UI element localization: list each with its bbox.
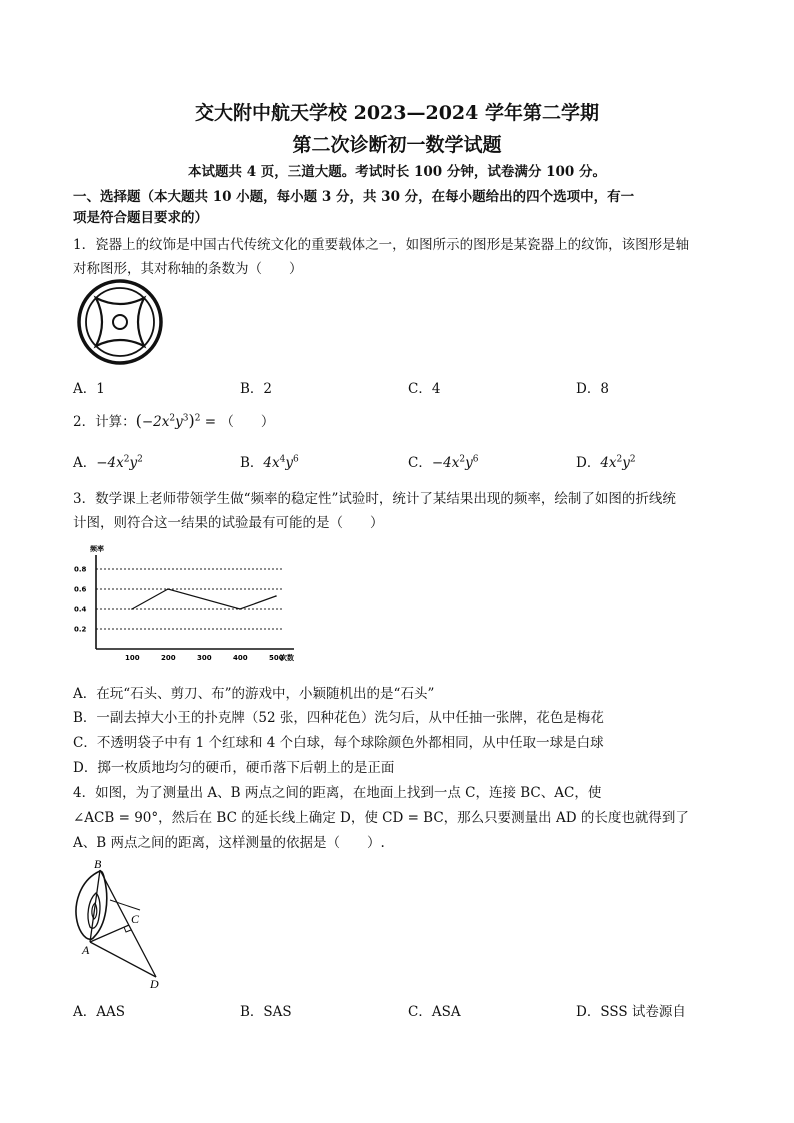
q3-option-c: C．不透明袋子中有 1 个红球和 4 个白球，每个球除颜色外都相同，从中任取一球是白球 — [73, 735, 604, 751]
q3-option-a: A．在玩“石头、剪刀、布”的游戏中，小颖随机出的是“石头” — [73, 686, 435, 702]
chart-y-axis-label: 频率 — [90, 545, 104, 553]
q2-text — [73, 410, 274, 430]
q4-measurement-figure — [70, 855, 180, 990]
chart-x-tick-1: 100 — [125, 654, 140, 662]
q4-text-line1: 4．如图，为了测量出 A、B 两点之间的距离，在地面上找到一点 C，连接 BC、AC，使 — [73, 785, 602, 801]
q4-segment-bd — [100, 870, 156, 977]
q1-option-b: B．2 — [240, 381, 273, 397]
q2-expr-sup2: 3 — [182, 413, 189, 424]
q1-option-c: C．4 — [408, 381, 441, 397]
q4-label-c: C — [131, 912, 140, 926]
exam-title: 交大附中航天学校 2023—2024 学年第二学期 — [195, 102, 599, 124]
q4-label-a: A — [82, 943, 90, 957]
q3-option-b: B．一副去掉大小王的扑克牌（52 张，四种花色）洗匀后，从中任抽一张牌，花色是梅花 — [73, 710, 604, 726]
chart-point-1-4 — [275, 595, 277, 597]
q4-option-a: A．AAS — [73, 1004, 125, 1020]
q1-text-line1: 1．瓷器上的纹饰是中国古代传统文化的重要载体之一，如图所示的图形是某瓷器上的纹饰，该图形是轴 — [73, 237, 690, 253]
q2-option-d: D．$4x^2y^2$ — [576, 454, 636, 471]
chart-series-line-1 — [132, 589, 276, 609]
q4-label-d: D — [150, 977, 159, 991]
q2-suffix: = （ ） — [200, 414, 275, 430]
q1-option-a: A．1 — [73, 381, 105, 397]
q4-ground-line — [110, 900, 140, 910]
q3-text-line1: 3．数学课上老师带领学生做“频率的稳定性”试验时，统计了某结果出现的频率，绘制了如图的折线统 — [73, 491, 676, 507]
q2-prefix: 2．计算： — [73, 414, 136, 430]
q3-text-line2: 计图，则符合这一结果的试验最有可能的是（ ） — [73, 515, 384, 531]
q2-option-a: A．$-4x^2y^2$ — [73, 454, 143, 471]
q1-text-line2: 对称图形，其对称轴的条数为（ ） — [73, 261, 303, 277]
q4-segment-ac — [90, 925, 129, 942]
chart-x-tick-4: 400 — [233, 654, 248, 662]
q1-concave-square — [96, 298, 144, 346]
q4-option-d: D．SSS 试卷源自 — [576, 1004, 686, 1020]
q4-option-c: C．ASA — [408, 1004, 461, 1020]
q2-expr-base: −2x — [141, 414, 170, 430]
q2-expr-mid: y — [175, 414, 183, 430]
chart-y-tick-2: 0.4 — [74, 605, 87, 614]
chart-x-tick-3: 300 — [197, 654, 212, 662]
exam-subtitle: 第二次诊断初一数学试题 — [292, 134, 502, 156]
q1-center-circle — [113, 315, 127, 329]
chart-x-tick-5: 500 — [269, 654, 284, 662]
section-heading-line2: 项是符合题目要求的） — [73, 210, 208, 226]
section-heading-line1: 一、选择题（本大题共 10 小题，每小题 3 分，共 30 分，在每小题给出的四个选项中，有一 — [73, 189, 635, 205]
q2-option-b: B．$4x^4y^6$ — [240, 454, 299, 471]
q3-frequency-line-chart — [70, 535, 300, 667]
exam-info: 本试题共 4 页，三道大题。考试时长 100 分钟，试卷满分 100 分。 — [188, 164, 606, 180]
q2-close-paren: ) — [188, 411, 195, 430]
q1-porcelain-figure — [74, 275, 169, 370]
q4-text-line2: ∠ACB = 90°，然后在 BC 的延长线上确定 D，使 CD = BC，那么只要测量出 AD 的长度也就得到了 — [73, 810, 689, 826]
chart-y-tick-4: 0.8 — [74, 565, 87, 574]
q1-outer-circle — [79, 281, 161, 363]
q4-segment-ad — [90, 942, 156, 977]
chart-y-tick-1: 0.2 — [74, 625, 87, 634]
q2-outer-sup: 2 — [194, 413, 201, 424]
chart-point-1-1 — [131, 608, 133, 610]
chart-x-tick-2: 200 — [161, 654, 176, 662]
q4-text-line3: A、B 两点之间的距离，这样测量的依据是（ ）. — [73, 835, 385, 851]
q2-expression: ( — [135, 411, 142, 430]
q2-option-c: C．$-4x^2y^6$ — [408, 454, 479, 471]
chart-y-tick-3: 0.6 — [74, 585, 87, 594]
chart-x-axis-label: 次数 — [280, 654, 294, 662]
q4-option-b: B．SAS — [240, 1004, 292, 1020]
chart-point-1-3 — [239, 608, 241, 610]
q3-option-d: D．掷一枚质地均匀的硬币，硬币落下后朝上的是正面 — [73, 760, 395, 776]
q1-option-d: D．8 — [576, 381, 609, 397]
q2-expr-sup1: 2 — [169, 413, 176, 424]
q4-label-b: B — [94, 857, 102, 871]
chart-point-1-2 — [167, 588, 169, 590]
